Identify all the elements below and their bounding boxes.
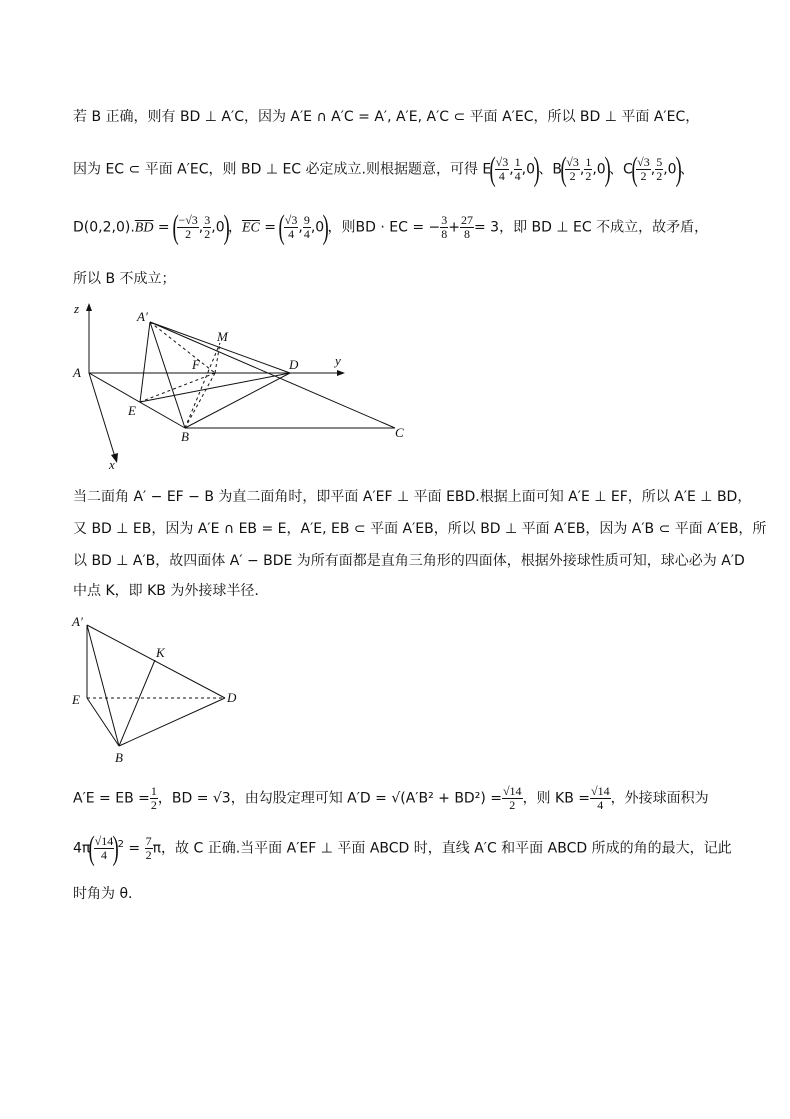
frac-3-8: $\frac{3}{8}$ (441, 213, 448, 241)
vec-bd-z: 0 (215, 219, 225, 236)
p3-rest: π，故 C 正确.当平面 A′EF ⊥ 平面 ABCD 时，直线 A′C 和平面 ABCD 所成的角的最大，记此 (152, 840, 732, 857)
frac-kb: $\frac{√14}{4}$ (590, 784, 610, 812)
vec-ec-x: $\frac{√3}{4}$ (284, 213, 298, 241)
coord-b-x: $\frac{√3}{2}$ (566, 155, 579, 183)
coord-e-x: $\frac{√3}{4}$ (495, 155, 509, 183)
coord-e-y: $\frac{1}{4}$ (514, 155, 521, 183)
vec-ec-y: $\frac{9}{4}$ (303, 213, 310, 241)
p3-4pi: 4π (73, 840, 91, 857)
vector-ec-label: $\overline{EC}$ (241, 220, 260, 236)
dot-product: BD · EC = − (355, 219, 441, 236)
vec-ec-z: 0 (315, 219, 325, 236)
text-line-2-c: 、C (609, 161, 633, 178)
p2-line-2: 又 BD ⊥ EB，因为 A′E ∩ EB = E，A′E, EB ⊂ 平面 A′EB，所以 BD ⊥ 平面 A′EB，因为 A′B ⊂ 平面 A′EB，所 (73, 521, 767, 537)
fig1-label-e: E (128, 403, 136, 418)
fig1-label-a: A (73, 365, 81, 380)
vec-bd-x: $\frac{-√3}{2}$ (178, 213, 198, 241)
p2-line-3: 以 BD ⊥ A′B，故四面体 A′ − BDE 为所有面都是直角三角形的四面体，根据外接球性质可知，球心必为 A′D (73, 553, 745, 569)
coord-c-z: 0 (667, 161, 677, 178)
p3-a: A′E = EB = (73, 790, 150, 807)
p2-line-1: 当二面角 A′ − EF − B 为直二面角时，即平面 A′EF ⊥ 平面 EBD.根据上面可知 A′E ⊥ EF，所以 A′E ⊥ BD， (73, 489, 752, 505)
fig1-label-f: F (192, 357, 200, 372)
p3-d: ，外接球面积为 (610, 790, 709, 807)
fig2-label-b: B (115, 750, 123, 765)
fig1-label-y: y (335, 353, 341, 368)
text-line-2-d: 、 (679, 161, 694, 178)
text-line-1: 若 B 正确，则有 BD ⊥ A′C，因为 A′E ∩ A′C = A′, A′E, A′C ⊂ 平面 A′EC，所以 BD ⊥ 平面 A′EC， (73, 109, 700, 125)
p3-b: ，BD = √3，由勾股定理可知 A′D = √(A′B² + BD²) = (157, 790, 502, 807)
text-line-4: 所以 B 不成立； (73, 271, 176, 287)
vector-bd-label: $\overline{BD}$ (134, 220, 154, 236)
coord-e-z: 0 (526, 161, 536, 178)
frac-radius: $\frac{√14}{4}$ (94, 834, 114, 863)
fig2-label-e: E (72, 692, 80, 707)
fig1-label-z: z (74, 301, 80, 316)
text-line-2-b: 、B (538, 161, 562, 178)
fig1-label-m: M (217, 329, 228, 344)
fig2-label-a-prime: A′ (72, 614, 83, 629)
fig1-label-c: C (395, 425, 404, 440)
text-line-2-a: 因为 EC ⊂ 平面 A′EC，则 BD ⊥ EC 必定成立.则根据题意，可得 E (73, 161, 492, 178)
frac-half: $\frac{1}{2}$ (150, 784, 157, 812)
p3-line-3: 时角为 θ. (73, 886, 133, 902)
fig2-label-k: K (156, 645, 165, 660)
text-line-2: 因为 EC ⊂ 平面 A′EC，则 BD ⊥ EC 必定成立.则根据题意，可得 E( $\frac{√3}{4}$ , $\frac{1}{4}$ ,0)、B( $\frac{√3}{2}$ , $\frac{1}{2}$ ,0)、C( $\frac{√3}{2}$ , $\frac{5}{2}$ ,0)、 (73, 150, 694, 188)
vec-bd-y: $\frac{3}{2}$ (204, 213, 211, 241)
figure-tetrahedron (65, 608, 255, 768)
coord-c-y: $\frac{5}{2}$ (656, 155, 663, 183)
fig1-label-x: x (109, 457, 115, 472)
coord-b-y: $\frac{1}{2}$ (585, 155, 592, 183)
p3-line-1 (73, 785, 709, 812)
text-line-3: $D(0,2,0).\overline{BD}$ = ( $\frac{-√3}{2}$ , $\frac{3}{2}$ ,0)，$\overline{EC}$ = ( $\frac{√3}{4}$ , $\frac{9}{4}$ ,0)，则BD · EC = − $\frac{3}{8}$ + $\frac{27}{8}$ = 3，即 BD ⊥ EC 不成立，故矛盾， (73, 208, 709, 246)
figure-3d-diagram (65, 295, 425, 475)
sep: ， (227, 219, 242, 236)
p3-line-2: 4π( $\frac{√14}{4}$ )$^2$ = $\frac{7}{2}$ π，故 C 正确.当平面 A′EF ⊥ 平面 ABCD 时，直线 A′C 和平面 ABCD 所成的角的最大，记此 (73, 829, 732, 867)
plus: + (448, 219, 460, 236)
frac-root14-2: $\frac{√14}{2}$ (502, 784, 522, 812)
fig2-label-d: D (227, 690, 237, 705)
fig1-label-a-prime: A′ (137, 309, 148, 324)
frac-7-2: $\frac{7}{2}$ (145, 834, 152, 863)
then: ，则 (327, 219, 356, 236)
fig1-label-b: B (181, 429, 189, 444)
p3-eq: = (128, 840, 141, 857)
point-d: D(0,2,0). (73, 219, 135, 236)
coord-c-x: $\frac{√3}{2}$ (637, 155, 650, 183)
p3-c: ，则 KB = (522, 790, 590, 807)
conclusion: = 3，即 BD ⊥ EC 不成立，故矛盾， (474, 219, 709, 236)
p2-line-4: 中点 K，即 KB 为外接球半径. (73, 583, 259, 599)
coord-b-z: 0 (596, 161, 606, 178)
frac-27-8: $\frac{27}{8}$ (461, 213, 473, 241)
fig1-label-d: D (289, 357, 299, 372)
